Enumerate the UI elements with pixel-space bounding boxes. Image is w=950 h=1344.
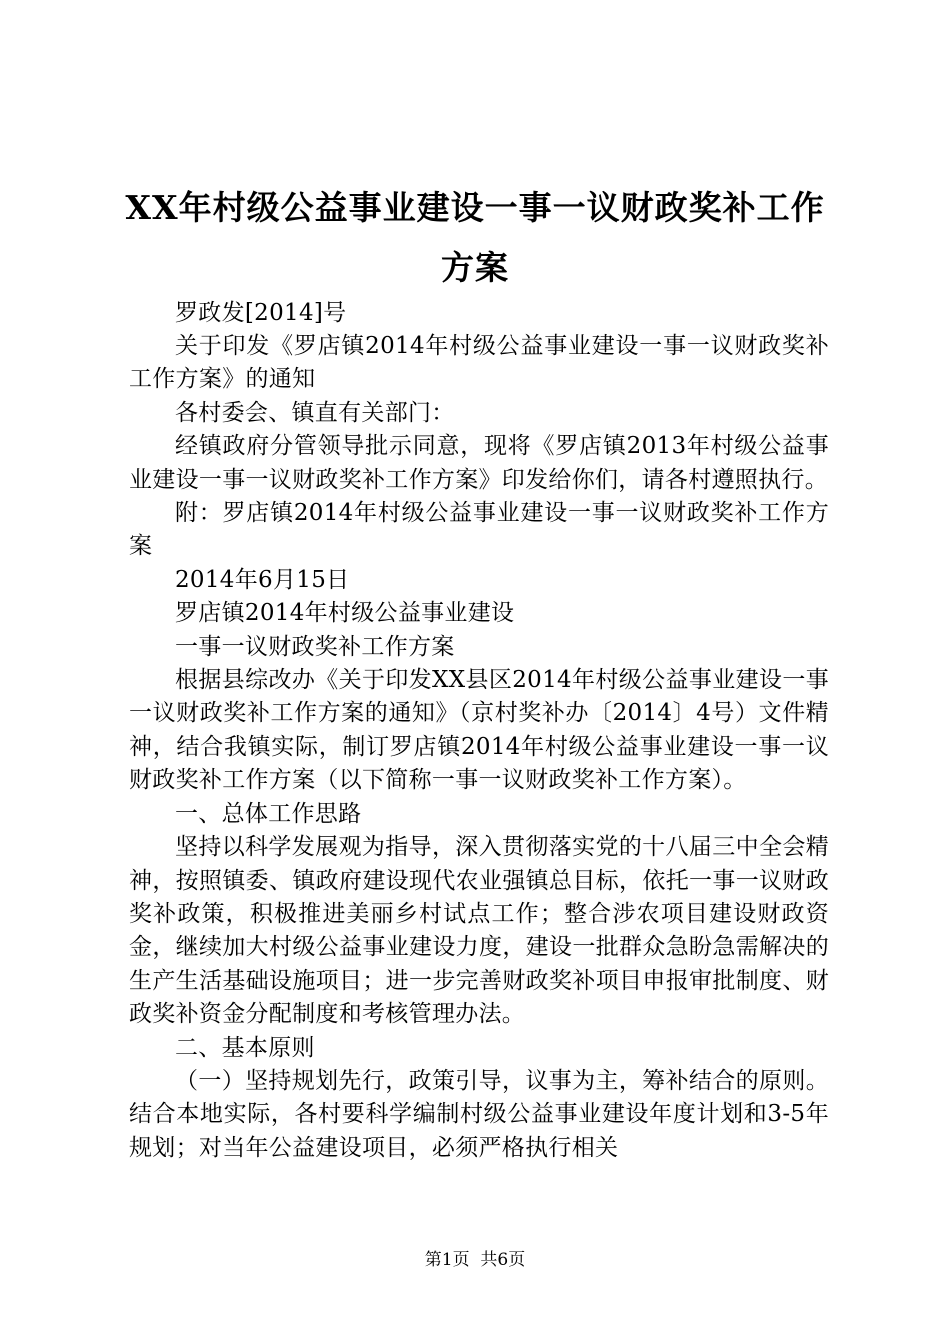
attachment-line: 附：罗店镇2014年村级公益事业建设一事一议财政奖补工作方案 <box>129 500 829 560</box>
intro-paragraph: 根据县综改办《关于印发XX县区2014年村级公益事业建设一事一议财政奖补工作方案的通知》（京村奖补办〔2014〕4号）文件精神，结合我镇实际，制订罗店镇2014年村级公益事业建设一事一议财政奖补工作方案（以下简称一事一议财政奖补工作方案）。 <box>129 667 829 794</box>
section-heading-1: 一、总体工作思路 <box>175 800 362 827</box>
document-date: 2014年6月15日 <box>175 566 350 593</box>
page-footer <box>0 1245 950 1270</box>
document-title: XX年村级公益事业建设一事一议财政奖补工作方案 <box>125 188 825 287</box>
recipients: 各村委会、镇直有关部门： <box>175 399 455 426</box>
notice-heading: 关于印发《罗店镇2014年村级公益事业建设一事一议财政奖补工作方案》的通知 <box>129 333 829 393</box>
plan-title-line-1: 罗店镇2014年村级公益事业建设 <box>175 600 515 627</box>
notice-body: 经镇政府分管领导批示同意，现将《罗店镇2013年村级公益事业建设一事一议财政奖补工作方案》印发给你们，请各村遵照执行。 <box>129 433 829 493</box>
page-number: 第1页 共6页 <box>424 1250 526 1270</box>
plan-title-line-2: 一事一议财政奖补工作方案 <box>175 633 455 660</box>
document-body <box>129 296 829 1165</box>
section-1-paragraph: 坚持以科学发展观为指导，深入贯彻落实党的十八届三中全会精神，按照镇委、镇政府建设现代农业强镇总目标，依托一事一议财政奖补政策，积极推进美丽乡村试点工作；整合涉农项目建设财政资金，继续加大村级公益事业建设力度，建设一批群众急盼急需解决的生产生活基础设施项目；进一步完善财政奖补项目申报审批制度、财政奖补资金分配制度和考核管理办法。 <box>129 834 829 1028</box>
section-2-paragraph: （一）坚持规划先行，政策引导，议事为主，筹补结合的原则。结合本地实际，各村要科学编制村级公益事业建设年度计划和3-5年规划；对当年公益建设项目，必须严格执行相关 <box>129 1067 829 1161</box>
section-heading-2: 二、基本原则 <box>175 1034 315 1061</box>
document-number: 罗政发[2014]号 <box>175 300 347 326</box>
